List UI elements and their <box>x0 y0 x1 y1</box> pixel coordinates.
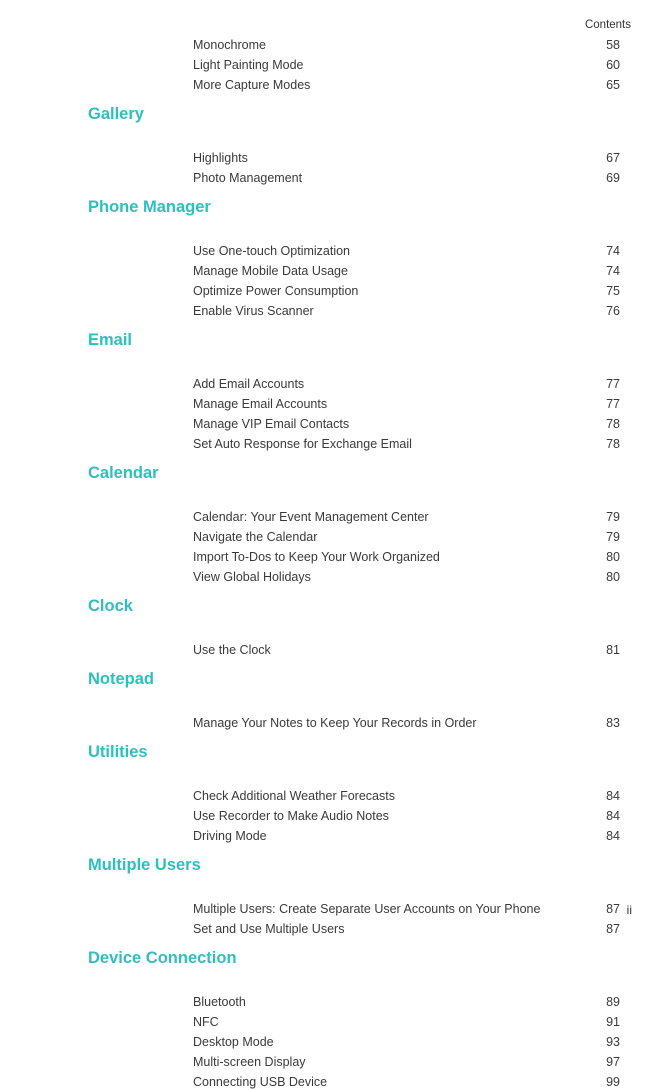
entry-page-number: 74 <box>606 244 620 258</box>
entry-page-number: 91 <box>606 1015 620 1029</box>
entry-page-number: 78 <box>606 437 620 451</box>
entry-title: Desktop Mode <box>193 1035 274 1049</box>
entry-title: Import To-Dos to Keep Your Work Organized <box>193 550 440 564</box>
entry-title: Driving Mode <box>193 829 267 843</box>
entry-title: Add Email Accounts <box>193 377 305 391</box>
entry-page-number: 84 <box>606 829 620 843</box>
entry-title: Use One-touch Optimization <box>193 244 351 258</box>
entry-title: Navigate the Calendar <box>193 530 318 544</box>
section-title: Calendar <box>88 464 159 482</box>
entry-page-number: 79 <box>606 510 620 524</box>
entry-page-number: 77 <box>606 397 620 411</box>
entry-title: Connecting USB Device <box>193 1075 328 1089</box>
entry-page-number: 87 <box>606 922 620 936</box>
entry-page-number: 74 <box>606 264 620 278</box>
section-title: Device Connection <box>88 949 237 967</box>
entry-page-number: 78 <box>606 417 620 431</box>
entry-title: Bluetooth <box>193 995 246 1009</box>
entry-page-number: 60 <box>606 58 620 72</box>
entry-title: Multi-screen Display <box>193 1055 306 1069</box>
entry-page-number: 93 <box>606 1035 620 1049</box>
entry-title: Calendar: Your Event Management Center <box>193 510 429 524</box>
entry-page-number: 81 <box>606 643 620 657</box>
section-title: Phone Manager <box>88 198 211 216</box>
entry-title: More Capture Modes <box>193 78 311 92</box>
entry-title: Monochrome <box>193 38 266 52</box>
entry-page-number: 83 <box>606 716 620 730</box>
section-title: Email <box>88 331 133 349</box>
entry-page-number: 65 <box>606 78 620 92</box>
entry-page-number: 84 <box>606 789 620 803</box>
running-header: Contents <box>584 19 631 31</box>
entry-page-number: 58 <box>606 38 620 52</box>
entry-title: Set and Use Multiple Users <box>193 922 345 936</box>
entry-page-number: 69 <box>606 171 620 185</box>
entry-page-number: 76 <box>606 304 620 318</box>
entry-title: Multiple Users: Create Separate User Accounts on Your Phone <box>193 902 541 916</box>
entry-title: Highlights <box>193 151 248 165</box>
entry-title: Manage Your Notes to Keep Your Records in Order <box>193 716 477 730</box>
entry-page-number: 80 <box>606 550 620 564</box>
entry-title: Enable Virus Scanner <box>193 304 314 318</box>
section-title: Clock <box>88 597 133 615</box>
entry-title: Check Additional Weather Forecasts <box>193 789 395 803</box>
page-number: ii <box>626 903 632 917</box>
entry-page-number: 67 <box>606 151 620 165</box>
section-title: Utilities <box>88 743 148 761</box>
entry-title: Use Recorder to Make Audio Notes <box>193 809 389 823</box>
entry-title: NFC <box>193 1015 219 1029</box>
entry-page-number: 75 <box>606 284 620 298</box>
entry-page-number: 97 <box>606 1055 620 1069</box>
entry-title: Photo Management <box>193 171 303 185</box>
entry-title: View Global Holidays <box>193 570 311 584</box>
entry-title: Manage Email Accounts <box>193 397 328 411</box>
entry-page-number: 79 <box>606 530 620 544</box>
entry-title: Manage Mobile Data Usage <box>193 264 348 278</box>
entry-page-number: 77 <box>606 377 620 391</box>
entry-title: Use the Clock <box>193 643 271 657</box>
entry-page-number: 87 <box>606 902 620 916</box>
section-title: Multiple Users <box>88 856 201 874</box>
entry-title: Set Auto Response for Exchange Email <box>193 437 412 451</box>
entry-page-number: 84 <box>606 809 620 823</box>
entry-title: Light Painting Mode <box>193 58 304 72</box>
entry-title: Manage VIP Email Contacts <box>193 417 350 431</box>
section-title: Notepad <box>88 670 154 688</box>
entry-page-number: 89 <box>606 995 620 1009</box>
entry-page-number: 80 <box>606 570 620 584</box>
entry-page-number: 99 <box>606 1075 620 1089</box>
entry-title: Optimize Power Consumption <box>193 284 359 298</box>
section-title: Gallery <box>88 105 144 123</box>
